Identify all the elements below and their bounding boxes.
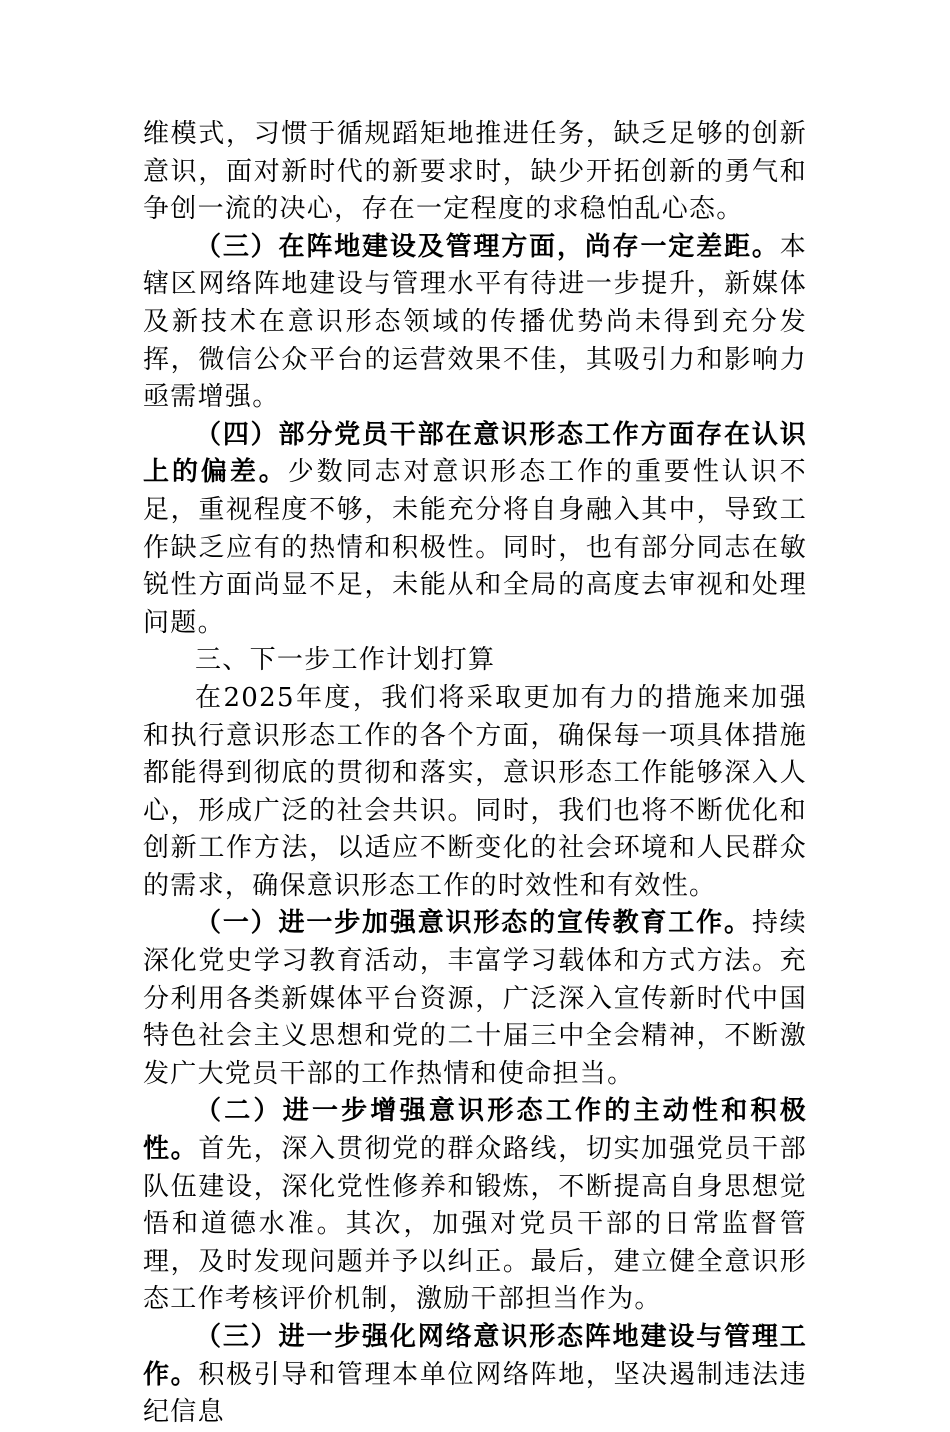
subheading-plan-3: （三）进一步强化网络意识形态阵地建设与管理工作。 (143, 1322, 807, 1390)
paragraph-text: 持续深化党史学习教育活动，丰富学习载体和方式方法。充分利用各类新媒体平台资源，广泛深入宣传新时代中国特色社会主义思想和党的二十届三中全会精神，不断激发广大党员干部的工作热情和使命担当。 (143, 908, 807, 1089)
paragraph-plan-2 (143, 1093, 807, 1319)
paragraph-text: 在2025年度，我们将采取更加有力的措施来加强和执行意识形态工作的各个方面，确保每一项具体措施都能得到彻底的贯彻和落实，意识形态工作能够深入人心，形成广泛的社会共识。同时，我们也将不断优化和创新工作方法，以适应不断变化的社会环境和人民群众的需求，确保意识形态工作的时效性和有效性。 (143, 682, 807, 901)
paragraph-position-building (143, 229, 807, 417)
document-body (143, 116, 807, 1432)
paragraph-plan-intro (143, 680, 807, 906)
paragraph-text: 维模式，习惯于循规蹈矩地推进任务，缺乏足够的创新意识，面对新时代的新要求时，缺少开拓创新的勇气和争创一流的决心，存在一定程度的求稳怕乱心态。 (143, 119, 807, 225)
subheading-4: （四）部分党员干部在意识形态工作方面存在认识上的偏差。 (143, 419, 807, 488)
paragraph-continuation (143, 116, 807, 229)
paragraph-cognitive-deviation (143, 417, 807, 643)
subheading-plan-1: （一）进一步加强意识形态的宣传教育工作。 (195, 908, 752, 939)
paragraph-plan-3 (143, 1319, 807, 1432)
paragraph-text: 本辖区网络阵地建设与管理水平有待进一步提升，新媒体及新技术在意识形态领域的传播优势尚未得到充分发挥，微信公众平台的运营效果不佳，其吸引力和影响力亟需增强。 (143, 231, 807, 413)
paragraph-text: 少数同志对意识形态工作的重要性认识不足，重视程度不够，未能充分将自身融入其中，导致工作缺乏应有的热情和积极性。同时，也有部分同志在敏锐性方面尚显不足，未能从和全局的高度去审视和处理问题。 (143, 457, 807, 638)
section-heading-text: 三、下一步工作计划打算 (195, 645, 496, 676)
subheading-3: （三）在阵地建设及管理方面，尚存一定差距。 (195, 231, 780, 262)
paragraph-text: 首先，深入贯彻党的群众路线，切实加强党员干部队伍建设，深化党性修养和锻炼，不断提高自身思想觉悟和道德水准。其次，加强对党员干部的日常监督管理，及时发现问题并予以纠正。最后，建立健全意识形态工作考核评价机制，激励干部担当作为。 (143, 1134, 807, 1315)
section-heading (143, 642, 807, 680)
subheading-plan-2: （二）进一步增强意识形态工作的主动性和积极性。 (143, 1096, 807, 1165)
paragraph-text: 积极引导和管理本单位网络阵地，坚决遏制违法违纪信息 (143, 1359, 807, 1428)
paragraph-plan-1 (143, 905, 807, 1093)
